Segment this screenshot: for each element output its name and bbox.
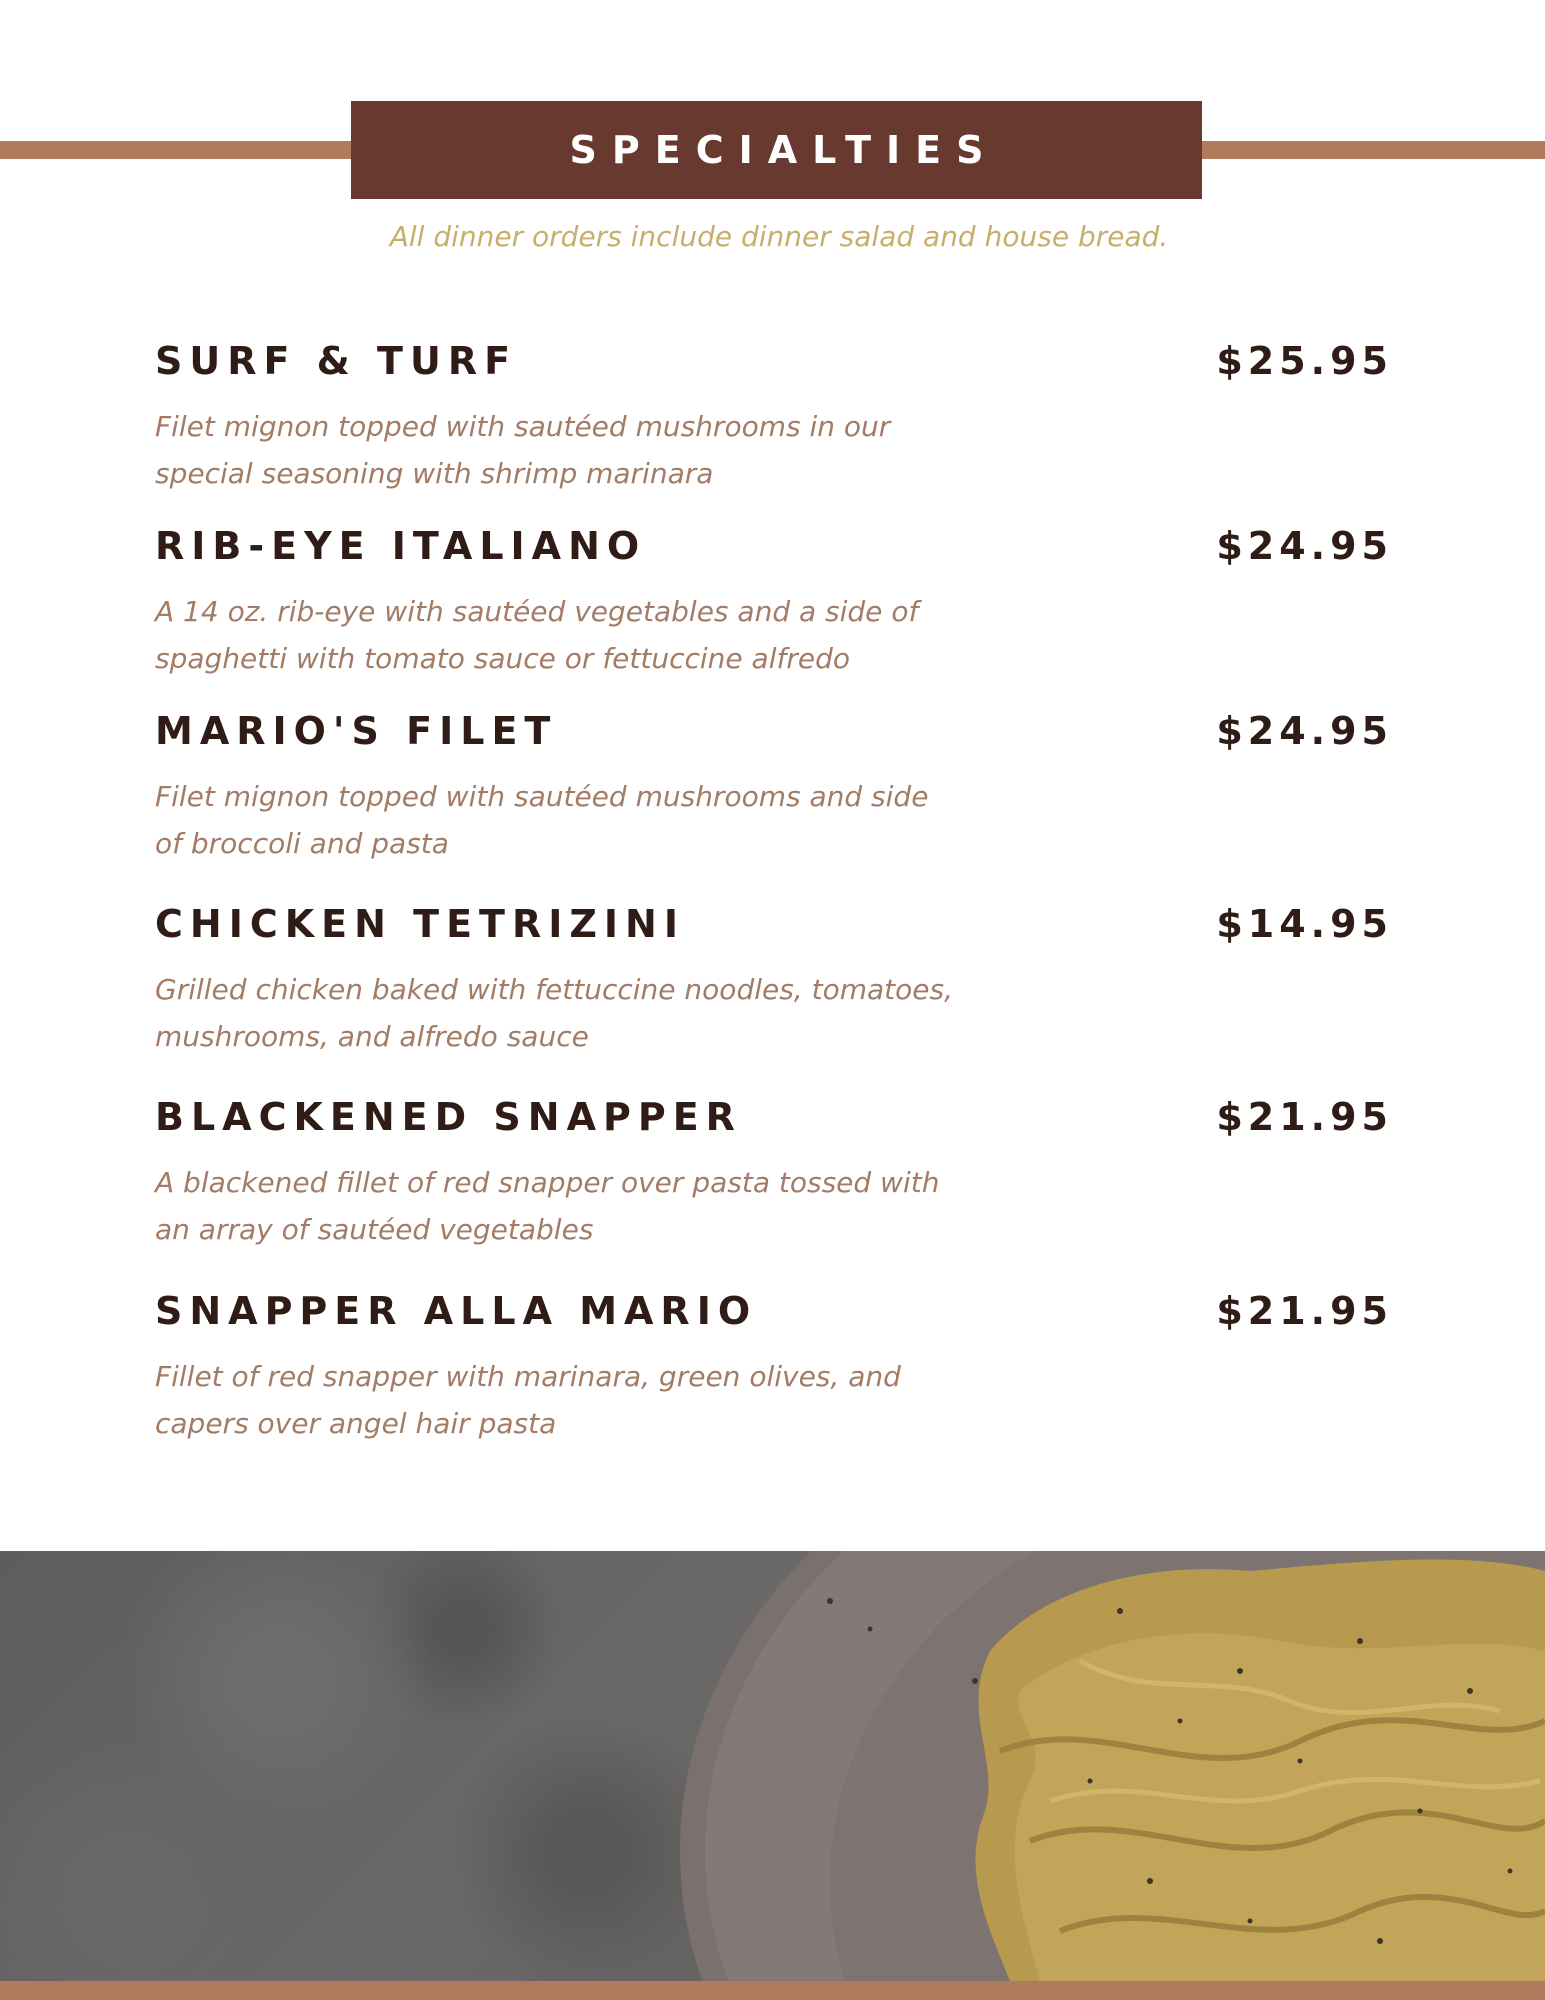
menu-item-price: $25.95: [1216, 339, 1393, 383]
menu-item-name: CHICKEN TETRIZINI: [155, 902, 685, 946]
menu-item-name: SNAPPER ALLA MARIO: [155, 1289, 758, 1333]
pasta-plate-photo: [0, 1551, 1545, 1981]
menu-item-name: BLACKENED SNAPPER: [155, 1095, 742, 1139]
menu-item-name: SURF & TURF: [155, 339, 518, 383]
menu-item-description: Fillet of red snapper with marinara, green olives, and capers over angel hair pasta: [155, 1360, 901, 1440]
menu-item-price: $24.95: [1216, 709, 1393, 753]
menu-item: [155, 1095, 1393, 1275]
menu-item: [155, 902, 1393, 1082]
footer-band: [0, 1981, 1545, 2000]
menu-item-description: A 14 oz. rib-eye with sautéed vegetables and a side of spaghetti with tomato sauce or fettuccine alfredo: [155, 595, 919, 675]
pasta-plate-illustration: [0, 1551, 1545, 1981]
menu-item-price: $14.95: [1216, 902, 1393, 946]
menu-item-name: RIB-EYE ITALIANO: [155, 524, 647, 568]
menu-item-price: $24.95: [1216, 524, 1393, 568]
menu-item-price: $21.95: [1216, 1095, 1393, 1139]
menu-item-description: Filet mignon topped with sautéed mushrooms in our special seasoning with shrimp marinara: [155, 410, 891, 490]
page-subtitle: All dinner orders include dinner salad and house bread.: [389, 220, 1169, 253]
menu-item: [155, 1289, 1393, 1469]
menu-item-description: Grilled chicken baked with fettuccine noodles, tomatoes, mushrooms, and alfredo sauce: [155, 973, 953, 1053]
menu-item-description: Filet mignon topped with sautéed mushrooms and side of broccoli and pasta: [155, 780, 929, 860]
page-title: SPECIALTIES: [569, 128, 999, 172]
menu-item: [155, 524, 1393, 704]
header-rule-right: [1200, 141, 1545, 159]
menu-item-description: A blackened fillet of red snapper over pasta tossed with an array of sautéed vegetables: [155, 1166, 940, 1246]
menu-item-name: MARIO'S FILET: [155, 709, 558, 753]
title-banner: [351, 101, 1202, 199]
menu-item: [155, 339, 1393, 519]
header-rule-left: [0, 141, 352, 159]
menu-item: [155, 709, 1393, 889]
menu-item-price: $21.95: [1216, 1289, 1393, 1333]
